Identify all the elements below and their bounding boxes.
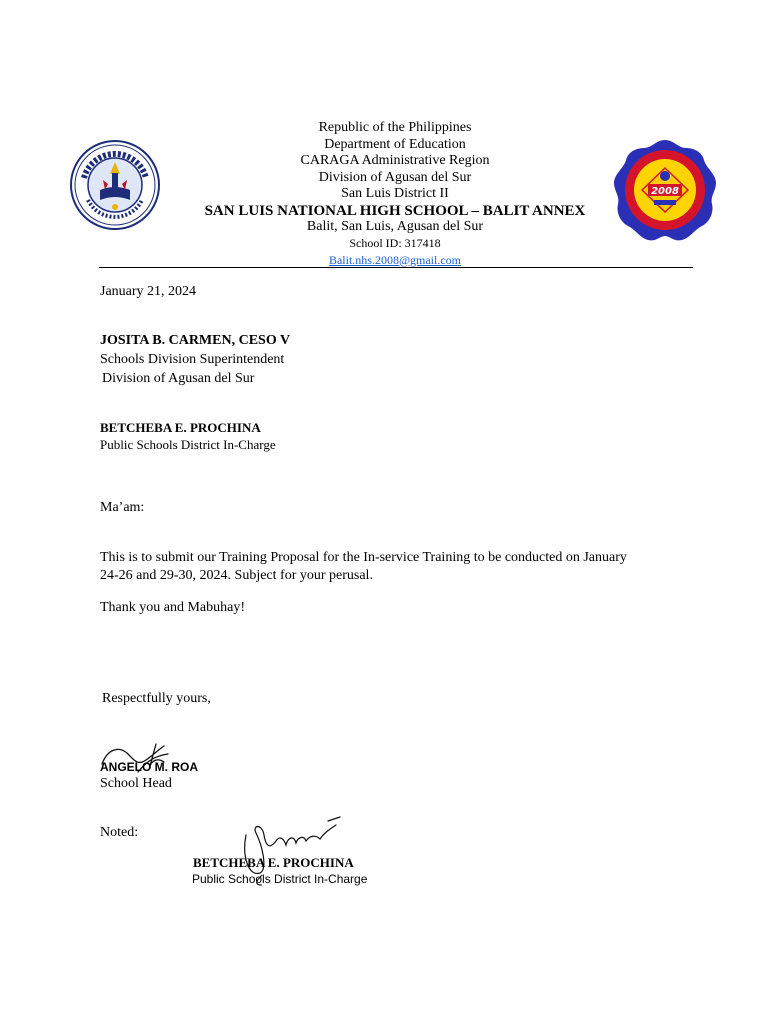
letter-body	[100, 549, 700, 585]
letter-date: January 21, 2024	[100, 284, 197, 299]
recipient1-name: JOSITA B. CARMEN, CESO V	[100, 333, 291, 348]
school-seal-logo	[612, 138, 718, 244]
school-name: SAN LUIS NATIONAL HIGH SCHOOL – BALIT ANNEX	[204, 202, 586, 219]
signatory-name: ANGELO M. ROA	[100, 760, 198, 774]
letterhead-line-region: CARAGA Administrative Region	[300, 153, 490, 168]
thanks-line: Thank you and Mabuhay!	[100, 600, 246, 615]
school-email-link[interactable]: Balit.nhs.2008@gmail.com	[328, 252, 462, 267]
letterhead-line-country: Republic of the Philippines	[318, 120, 472, 135]
deped-seal-logo	[70, 140, 160, 230]
letterhead	[180, 120, 610, 269]
school-id: School ID: 317418	[349, 235, 441, 250]
recipient1-title: Schools Division Superintendent	[100, 352, 285, 367]
noted-by-title: Public Schools District In-Charge	[192, 872, 368, 886]
noted-label: Noted:	[100, 825, 139, 840]
letterhead-divider	[99, 267, 693, 268]
recipient2-name: BETCHEBA E. PROCHINA	[100, 420, 261, 435]
school-address: Balit, San Luis, Agusan del Sur	[306, 219, 484, 234]
noted-by-name: BETCHEBA E. PROCHINA	[193, 855, 354, 870]
svg-text:2008: 2008	[651, 186, 679, 197]
letterhead-line-district: San Luis District II	[341, 186, 449, 201]
recipient1-office: Division of Agusan del Sur	[102, 371, 255, 386]
closing: Respectfully yours,	[102, 691, 211, 706]
recipient2-title: Public Schools District In-Charge	[100, 437, 276, 452]
letterhead-line-division: Division of Agusan del Sur	[318, 169, 472, 185]
letter-body-line-2: 24-26 and 29-30, 2024. Subject for your perusal.	[100, 568, 373, 583]
signatory-title: School Head	[100, 776, 172, 791]
salutation: Ma’am:	[100, 500, 145, 515]
letter-body-line-1: This is to submit our Training Proposal for the In-service Training to be conducted on January	[100, 550, 627, 565]
letterhead-line-department: Department of Education	[324, 136, 466, 152]
